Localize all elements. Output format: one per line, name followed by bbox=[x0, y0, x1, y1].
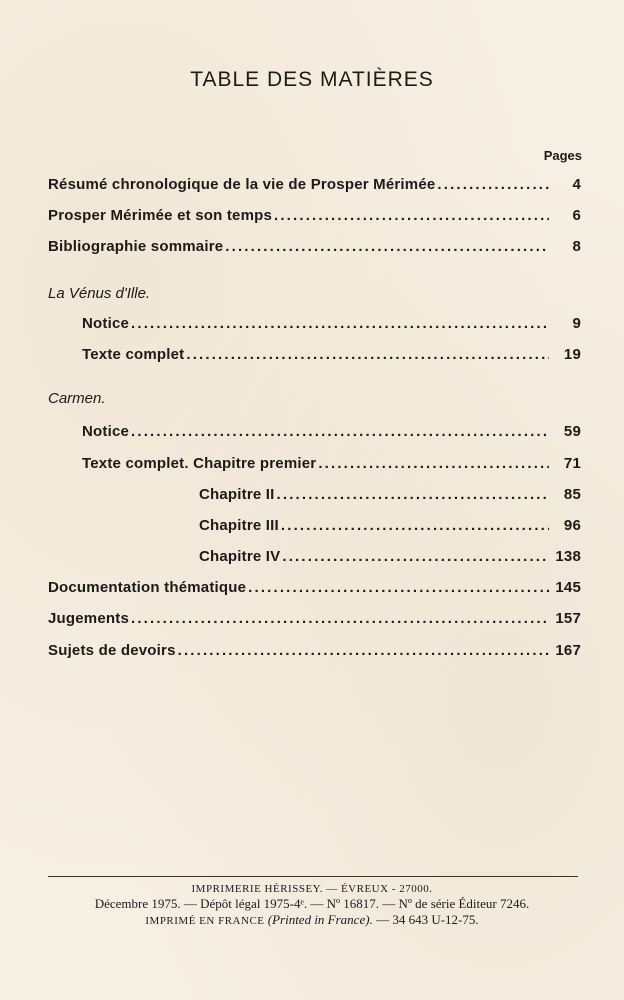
toc-entry-page: 157 bbox=[555, 610, 581, 627]
leader-dots bbox=[282, 548, 549, 565]
toc-entry bbox=[48, 642, 581, 659]
toc-entry-page: 71 bbox=[563, 455, 581, 472]
toc-entry bbox=[48, 238, 581, 255]
imprint-line-1 bbox=[0, 880, 624, 896]
toc-entry-label: Chapitre III bbox=[199, 517, 279, 534]
leader-dots bbox=[178, 642, 549, 659]
leader-dots bbox=[248, 579, 549, 596]
leader-dots bbox=[277, 486, 549, 503]
toc-entry bbox=[199, 548, 581, 565]
toc-entry-label: Chapitre II bbox=[199, 486, 275, 503]
imprint-printed-in: (Printed in France). bbox=[267, 912, 373, 927]
toc-entry-page: 167 bbox=[555, 642, 581, 659]
toc-entry-page: 9 bbox=[572, 315, 581, 332]
toc-entry-label: Documentation thématique bbox=[48, 579, 247, 596]
leader-dots bbox=[281, 517, 549, 534]
imprint-divider bbox=[48, 876, 578, 877]
section-title-carmen: Carmen. bbox=[48, 390, 106, 407]
toc-entry-page: 138 bbox=[555, 548, 581, 565]
toc-entry-page: 8 bbox=[572, 238, 581, 255]
page-title: TABLE DES MATIÈRES bbox=[190, 68, 434, 91]
leader-dots bbox=[274, 207, 549, 224]
pages-column-header: Pages bbox=[543, 148, 582, 163]
toc-entry-label: Texte complet. Chapitre premier bbox=[82, 455, 317, 472]
toc-entry-page: 96 bbox=[563, 517, 581, 534]
toc-entry bbox=[82, 315, 581, 332]
leader-dots bbox=[225, 238, 549, 255]
leader-dots bbox=[186, 346, 549, 363]
imprint-line-2: Décembre 1975. — Dépôt légal 1975-4ᵉ. — Nº 16817. — Nº de série Éditeur 7246. bbox=[94, 896, 530, 911]
section-title-venus: La Vénus d'Ille. bbox=[48, 285, 151, 302]
toc-entry-page: 6 bbox=[572, 207, 581, 224]
leader-dots bbox=[131, 610, 549, 627]
toc-entry bbox=[199, 486, 581, 503]
toc-entry-label: Résumé chronologique de la vie de Prosper Mérimée bbox=[48, 176, 436, 193]
toc-entry-page: 59 bbox=[563, 423, 581, 440]
imprint-made-in: IMPRIMÉ EN FRANCE bbox=[145, 915, 265, 927]
toc-entry-label: Jugements bbox=[48, 610, 129, 627]
toc-entry-label: Sujets de devoirs bbox=[48, 642, 176, 659]
toc-entry bbox=[48, 207, 581, 224]
toc-entry bbox=[48, 176, 581, 193]
toc-entry bbox=[82, 423, 581, 440]
toc-entry-label: Prosper Mérimée et son temps bbox=[48, 207, 273, 224]
leader-dots bbox=[318, 455, 549, 472]
toc-entry-label: Chapitre IV bbox=[199, 548, 281, 565]
imprint-line-3 bbox=[0, 912, 624, 928]
toc-entry-label: Bibliographie sommaire bbox=[48, 238, 224, 255]
imprint-code: — 34 643 U-12-75. bbox=[376, 912, 479, 927]
toc-entry bbox=[82, 455, 581, 472]
toc-entry bbox=[48, 579, 581, 596]
leader-dots bbox=[131, 315, 549, 332]
toc-entry bbox=[48, 610, 581, 627]
toc-entry bbox=[82, 346, 581, 363]
toc-entry-page: 85 bbox=[563, 486, 581, 503]
toc-entry-label: Notice bbox=[82, 315, 130, 332]
toc-entry-page: 4 bbox=[572, 176, 581, 193]
toc-entry-page: 19 bbox=[563, 346, 581, 363]
toc-entry bbox=[199, 517, 581, 534]
toc-entry-label: Notice bbox=[82, 423, 130, 440]
leader-dots bbox=[437, 176, 549, 193]
toc-entry-page: 145 bbox=[555, 579, 581, 596]
toc-entry-label: Texte complet bbox=[82, 346, 185, 363]
imprint-printer: IMPRIMERIE HÉRISSEY. — ÉVREUX - 27000. bbox=[191, 883, 433, 895]
leader-dots bbox=[131, 423, 549, 440]
